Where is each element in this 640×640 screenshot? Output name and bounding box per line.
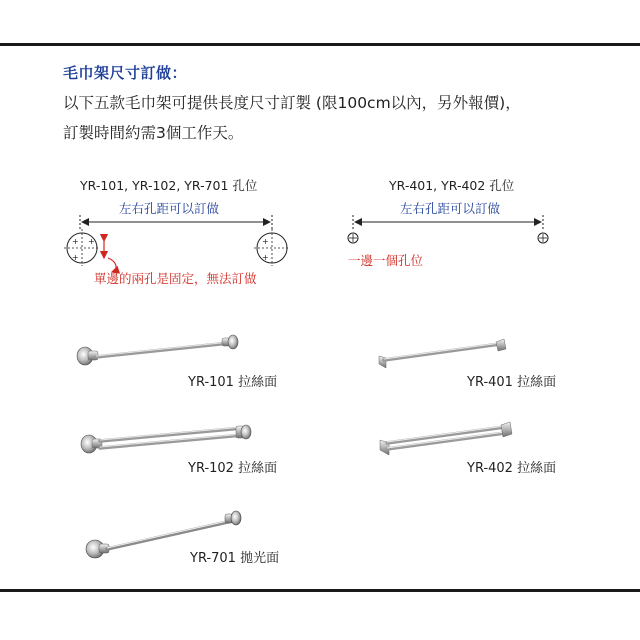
left-fixed-holes-note: 單邊的兩孔是固定，無法訂做 — [94, 271, 257, 286]
svg-text:+: + — [262, 237, 269, 246]
left-span-label: 左右孔距可以訂做 — [119, 201, 220, 216]
caption-yr-402: YR-402 拉絲面 — [467, 461, 557, 476]
product-image-yr-102 — [81, 425, 251, 453]
svg-text:+: + — [72, 237, 79, 246]
caption-yr-101: YR-101 拉絲面 — [188, 375, 278, 390]
caption-yr-401: YR-401 拉絲面 — [467, 375, 557, 390]
caption-yr-102: YR-102 拉絲面 — [188, 461, 278, 476]
svg-text:+: + — [262, 253, 269, 262]
intro-line-2: 訂製時間約需3個工作天。 — [63, 124, 244, 142]
product-image-yr-101 — [77, 335, 238, 365]
caption-yr-701: YR-701 拋光面 — [190, 551, 280, 566]
left-diagram-models: YR-101, YR-102, YR-701 孔位 — [80, 178, 258, 193]
right-diagram-models: YR-401, YR-402 孔位 — [389, 178, 515, 193]
product-image-yr-401 — [379, 339, 506, 368]
left-hole-diagram — [64, 215, 290, 272]
right-span-label: 左右孔距可以訂做 — [400, 201, 501, 216]
right-hole-diagram — [348, 215, 548, 243]
section-heading: 毛巾架尺寸訂做： — [63, 64, 188, 82]
right-single-hole-note: 一邊一個孔位 — [348, 253, 424, 268]
product-image-yr-402 — [380, 422, 512, 455]
svg-text:+: + — [88, 237, 95, 246]
svg-text:+: + — [72, 253, 79, 262]
intro-line-1: 以下五款毛巾架可提供長度尺寸訂製 (限100cm以內，另外報價)， — [63, 94, 521, 112]
